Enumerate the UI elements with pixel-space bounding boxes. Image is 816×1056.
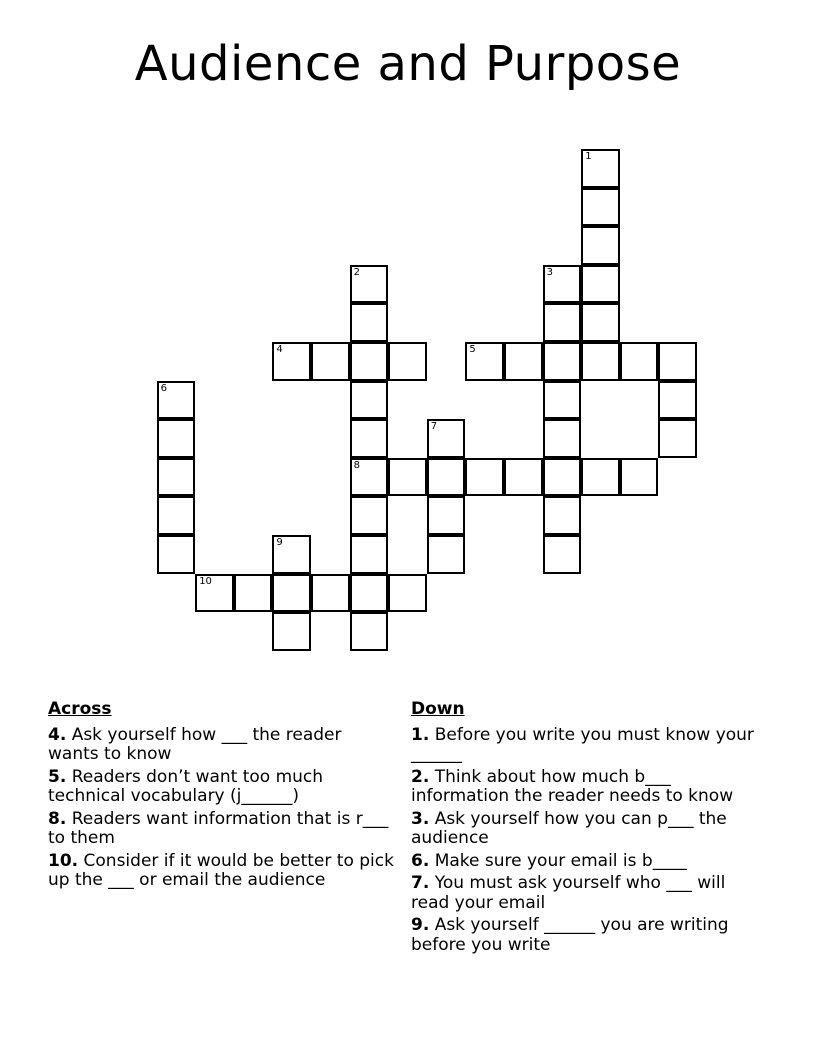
crossword-cell[interactable]	[581, 226, 620, 265]
crossword-cell[interactable]	[620, 458, 659, 497]
crossword-cell[interactable]	[311, 342, 350, 381]
crossword-cell[interactable]	[272, 612, 311, 651]
clue-text: Ask yourself how you can p___ the audience	[411, 808, 727, 848]
clue-text: Ask yourself ______ you are writing before you write	[411, 915, 729, 955]
down-clues	[411, 700, 759, 958]
clue-down-6	[411, 852, 759, 872]
clue-down-1	[411, 726, 759, 765]
crossword-cell[interactable]	[350, 574, 389, 613]
crossword-cell[interactable]	[272, 342, 311, 381]
clue-number: 4.	[48, 724, 67, 745]
crossword-cell[interactable]	[388, 342, 427, 381]
clue-text: Consider if it would be better to pick up the ___ or email the audience	[48, 850, 394, 890]
crossword-cell[interactable]	[272, 535, 311, 574]
cell-number: 4	[276, 344, 283, 355]
clue-down-3	[411, 810, 759, 849]
crossword-cell[interactable]	[581, 265, 620, 304]
cell-number: 9	[276, 537, 283, 548]
clue-text: You must ask yourself who ___ will read your email	[411, 873, 726, 913]
cell-number: 8	[353, 459, 360, 471]
crossword-cell[interactable]	[234, 574, 273, 613]
clue-number: 10.	[48, 850, 79, 871]
crossword-cell[interactable]	[658, 381, 697, 420]
cell-number: 3	[546, 266, 553, 278]
crossword-cell[interactable]	[504, 342, 543, 381]
crossword-cell[interactable]	[620, 342, 659, 381]
clue-across-8	[48, 810, 396, 849]
crossword-cell[interactable]	[157, 381, 196, 420]
crossword-cell[interactable]	[658, 419, 697, 458]
crossword-cell[interactable]	[427, 535, 466, 574]
cell-number: 5	[469, 344, 476, 355]
crossword-cell[interactable]	[581, 188, 620, 227]
crossword-cell[interactable]	[465, 458, 504, 497]
crossword-cell[interactable]	[504, 458, 543, 497]
cell-number: 7	[430, 421, 438, 433]
crossword-cell[interactable]	[350, 535, 389, 574]
crossword-cell[interactable]	[157, 535, 196, 574]
clue-text: Make sure your email is b____	[429, 850, 687, 871]
crossword-cell[interactable]	[195, 574, 234, 613]
crossword-cell[interactable]	[543, 419, 582, 458]
crossword-cell[interactable]	[311, 574, 350, 613]
clue-number: 3.	[411, 808, 430, 829]
crossword-cell[interactable]	[272, 574, 311, 613]
crossword-cell[interactable]	[350, 342, 389, 381]
down-heading: Down	[411, 699, 465, 719]
clue-number: 6.	[411, 850, 430, 871]
clue-number: 7.	[411, 873, 430, 893]
crossword-cell[interactable]	[157, 458, 196, 497]
crossword-cell[interactable]	[543, 535, 582, 574]
clue-across-4	[48, 726, 396, 765]
clue-text: Before you write you must know your ______	[411, 724, 754, 764]
crossword-cell[interactable]	[350, 419, 389, 458]
crossword-cell[interactable]	[388, 458, 427, 497]
crossword-cell[interactable]	[157, 419, 196, 458]
cell-number: 6	[160, 382, 167, 394]
crossword-cell[interactable]	[350, 458, 389, 497]
clue-number: 9.	[411, 915, 430, 935]
crossword-cell[interactable]	[388, 574, 427, 613]
clue-across-10	[48, 852, 396, 891]
crossword-cell[interactable]	[543, 342, 582, 381]
across-clues	[48, 700, 396, 894]
clue-text: Think about how much b___ information the reader needs to know	[411, 766, 734, 806]
crossword-cell[interactable]	[543, 458, 582, 497]
crossword-cell[interactable]	[658, 342, 697, 381]
clue-number: 1.	[411, 724, 430, 745]
crossword-cell[interactable]	[350, 612, 389, 651]
crossword-cell[interactable]	[543, 303, 582, 342]
clue-number: 5.	[48, 766, 67, 787]
crossword-cell[interactable]	[543, 381, 582, 420]
crossword-cell[interactable]	[350, 496, 389, 535]
clue-across-5	[48, 768, 396, 807]
clue-number: 2.	[411, 766, 430, 787]
crossword-cell[interactable]	[465, 342, 504, 381]
clue-text: Readers want information that is r___ to them	[48, 808, 389, 848]
crossword-cell[interactable]	[157, 496, 196, 535]
crossword-cell[interactable]	[581, 458, 620, 497]
crossword-cell[interactable]	[581, 149, 620, 188]
across-heading: Across	[48, 699, 112, 719]
cell-number: 2	[353, 266, 360, 278]
clue-down-2	[411, 768, 759, 807]
cell-number: 10	[199, 575, 212, 587]
crossword-cell[interactable]	[543, 496, 582, 535]
crossword-cell[interactable]	[543, 265, 582, 304]
clue-down-7	[411, 874, 759, 913]
clue-text: Ask yourself how ___ the reader wants to know	[48, 724, 342, 764]
crossword-cell[interactable]	[427, 458, 466, 497]
cell-number: 1	[585, 151, 592, 162]
crossword-cell[interactable]	[350, 381, 389, 420]
crossword-cell[interactable]	[350, 265, 389, 304]
clue-number: 8.	[48, 808, 67, 829]
clue-text: Readers don’t want too much technical vocabulary (j______)	[48, 766, 324, 806]
crossword-cell[interactable]	[581, 342, 620, 381]
crossword-cell[interactable]	[427, 496, 466, 535]
clue-down-9	[411, 916, 759, 955]
crossword-cell[interactable]	[350, 303, 389, 342]
crossword-cell[interactable]	[581, 303, 620, 342]
crossword-cell[interactable]	[427, 419, 466, 458]
page-title: Audience and Purpose	[134, 36, 682, 92]
